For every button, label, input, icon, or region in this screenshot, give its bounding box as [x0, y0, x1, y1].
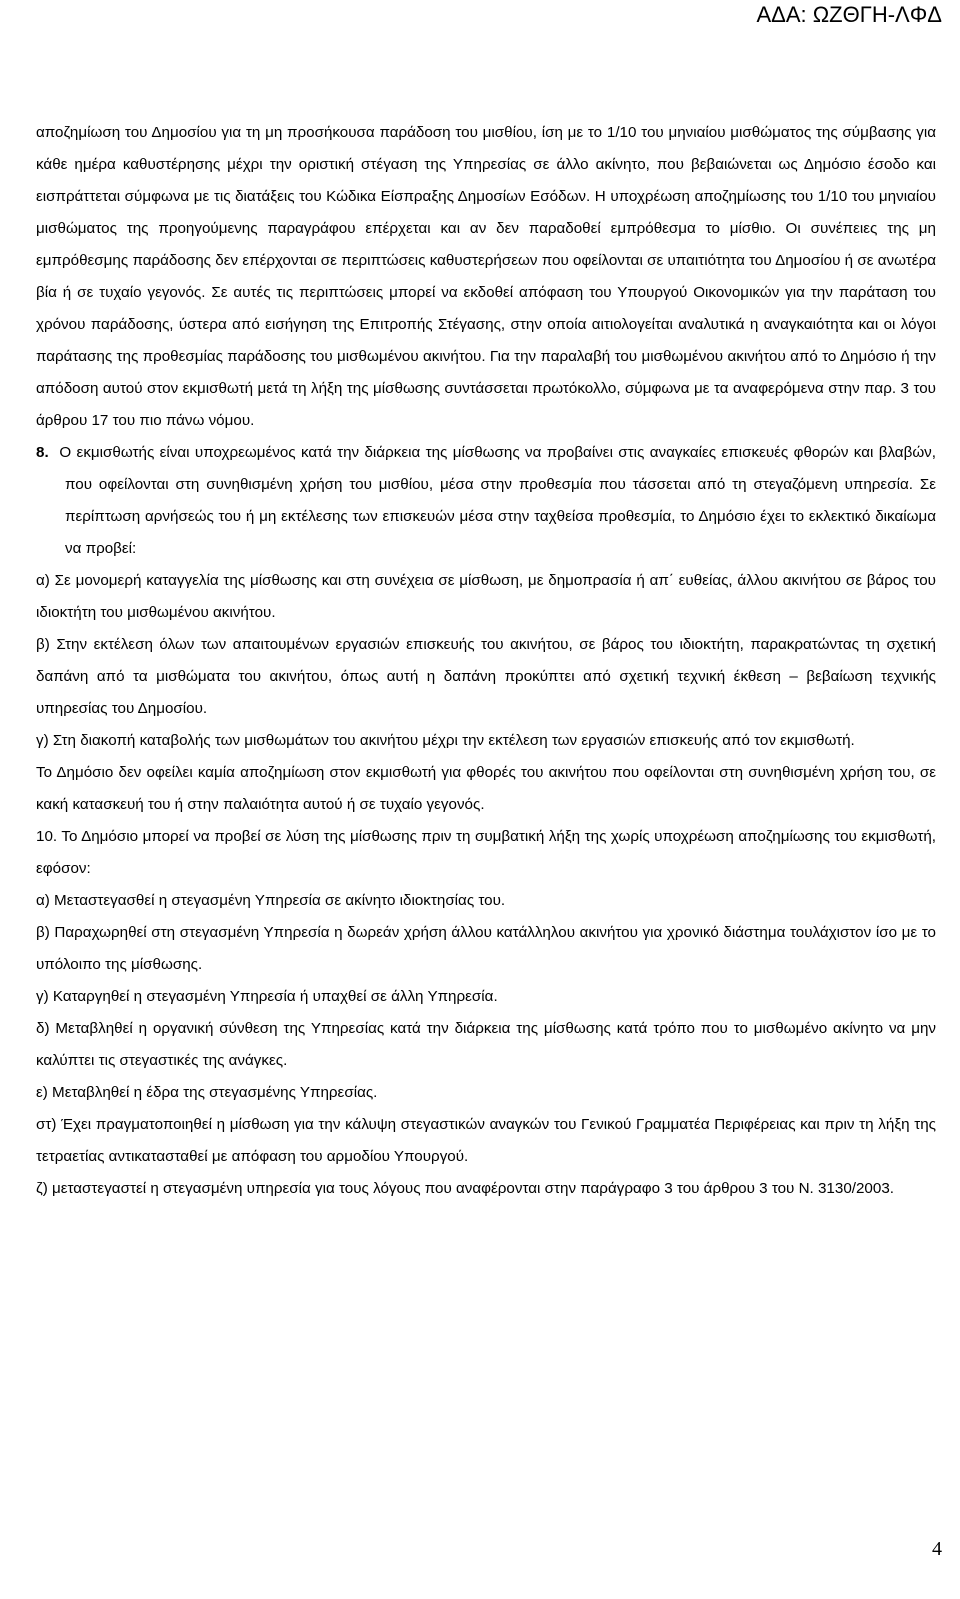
- paragraph-8-text: Ο εκμισθωτής είναι υποχρεωμένος κατά την διάρκεια της μίσθωσης να προβαίνει στις αναγκαίες επισκευές φθορών και βλαβών, που οφείλονται στη συνηθισμένη χρήση του μισθίου, μέσα στην προθεσμία που τάσσεται από τη στεγαζόμενη υπηρεσία. Σε περίπτωση αρνήσεώς του ή μη εκτέλεσης των επισκευών μέσα στην ταχθείσα προθεσμία, το Δημόσιο έχει το εκλεκτικό δικαίωμα να προβεί:: [59, 444, 936, 557]
- condition-d: δ) Μεταβληθεί η οργανική σύνθεση της Υπηρεσίας κατά την διάρκεια της μίσθωσης κατά τρόπο που το μισθωμένο ακίνητο να μην καλύπτει τις στεγαστικές της ανάγκες.: [36, 1020, 936, 1069]
- paragraph-8-number: 8.: [36, 444, 49, 461]
- condition-a: α) Μεταστεγασθεί η στεγασμένη Υπηρεσία σε ακίνητο ιδιοκτησίας του.: [36, 892, 506, 909]
- option-a: α) Σε μονομερή καταγγελία της μίσθωσης και στη συνέχεια σε μίσθωση, με δημοπρασία ή απ΄ ευθείας, άλλου ακινήτου σε βάρος του ιδιοκτήτη του μισθωμένου ακινήτου.: [36, 572, 936, 621]
- page-number: 4: [932, 1538, 942, 1560]
- option-b: β) Στην εκτέλεση όλων των απαιτουμένων εργασιών επισκευής του ακινήτου, σε βάρος του ιδιοκτήτη, παρακρατώντας τη σχετική δαπάνη από τα μισθώματα του ακινήτου, όπως αυτή η δαπάνη προκύπτει από σχετική τεχνική έκθεση – βεβαίωση τεχνικής υπηρεσίας του Δημοσίου.: [36, 636, 936, 717]
- condition-c: γ) Καταργηθεί η στεγασμένη Υπηρεσία ή υπαχθεί σε άλλη Υπηρεσία.: [36, 988, 498, 1005]
- option-c: γ) Στη διακοπή καταβολής των μισθωμάτων του ακινήτου μέχρι την εκτέλεση των εργασιών επισκευής από τον εκμισθωτή.: [36, 732, 855, 749]
- ada-code: ΑΔΑ: ΩΖΘΓΗ-ΛΦΔ: [756, 2, 942, 27]
- condition-st: στ) Έχει πραγματοποιηθεί η μίσθωση για την κάλυψη στεγαστικών αναγκών του Γενικού Γραμματέα Περιφέρειας και πριν τη λήξη της τετραετίας αντικατασταθεί με απόφαση του αρμοδίου Υπουργού.: [36, 1116, 936, 1165]
- condition-b: β) Παραχωρηθεί στη στεγασμένη Υπηρεσία η δωρεάν χρήση άλλου κατάλληλου ακινήτου για χρονικό διάστημα τουλάχιστον ίσο με το υπόλοιπο της μίσθωσης.: [36, 924, 936, 973]
- document-body: [36, 117, 936, 1205]
- condition-z: ζ) μεταστεγαστεί η στεγασμένη υπηρεσία για τους λόγους που αναφέρονται στην παράγραφο 3 του άρθρου 3 του Ν. 3130/2003.: [36, 1180, 894, 1197]
- condition-e: ε) Μεταβληθεί η έδρα της στεγασμένης Υπηρεσίας.: [36, 1084, 378, 1101]
- paragraph-10: 10. Το Δημόσιο μπορεί να προβεί σε λύση της μίσθωσης πριν τη συμβατική λήξη της χωρίς υποχρέωση αποζημίωσης του εκμισθωτή, εφόσον:: [36, 828, 936, 877]
- no-compensation-paragraph: Το Δημόσιο δεν οφείλει καμία αποζημίωση στον εκμισθωτή για φθορές του ακινήτου που οφείλονται στη συνηθισμένη χρήση του, σε κακή κατασκευή του ή στην παλαιότητα αυτού ή σε τυχαίο γεγονός.: [36, 764, 936, 813]
- paragraph-8: [36, 437, 936, 565]
- paragraph-7-continuation: αποζημίωση του Δημοσίου για τη μη προσήκουσα παράδοση του μισθίου, ίση με το 1/10 του μηνιαίου μισθώματος της σύμβασης για κάθε ημέρα καθυστέρησης μέχρι την οριστική στέγαση της Υπηρεσίας σε άλλο ακίνητο, που βεβαιώνεται ως Δημόσιο έσοδο και εισπράττεται σύμφωνα με τις διατάξεις του Κώδικα Είσπραξης Δημοσίων Εσόδων. Η υποχρέωση αποζημίωσης του 1/10 του μηνιαίου μισθώματος της προηγούμενης παραγράφου επέρχεται και αν δεν παραδοθεί εμπρόθεσμα το μίσθιο. Οι συνέπειες της μη εμπρόθεσμης παράδοσης δεν επέρχονται σε περιπτώσεις καθυστερήσεων που οφείλονται σε υπαιτιότητα του Δημοσίου ή σε ανωτέρα βία ή σε τυχαίο γεγονός. Σε αυτές τις περιπτώσεις μπορεί να εκδοθεί απόφαση του Υπουργού Οικονομικών για την παράταση του χρόνου παράδοσης, ύστερα από εισήγηση της Επιτροπής Στέγασης, στην οποία αιτιολογείται αναλυτικά η αναγκαιότητα και οι λόγοι παράτασης της προθεσμίας παράδοσης του μισθωμένου ακινήτου. Για την παραλαβή του μισθωμένου ακινήτου από το Δημόσιο ή την απόδοση αυτού στον εκμισθωτή μετά τη λήξη της μίσθωσης συντάσσεται πρωτόκολλο, σύμφωνα με τα αναφερόμενα στην παρ. 3 του άρθρου 17 του πιο πάνω νόμου.: [36, 124, 936, 429]
